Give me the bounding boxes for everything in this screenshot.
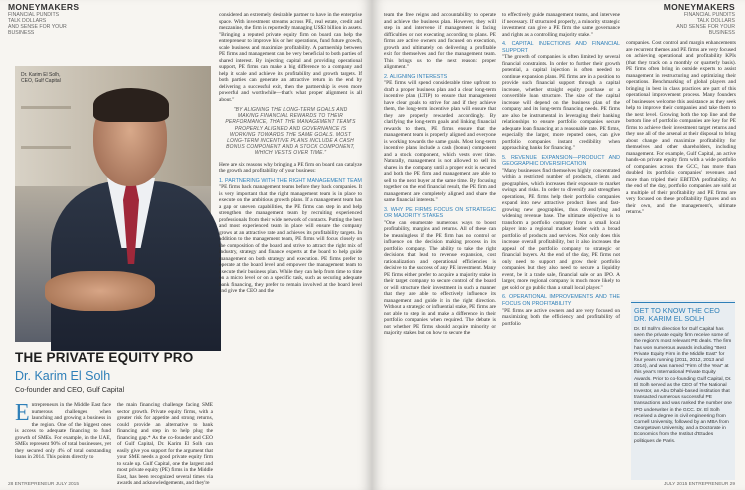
section-subtitle-line: BUSINESS (708, 30, 735, 36)
sidebar-body: Dr. El Solh's direction for Gulf Capital has seen the private equity firm receive some of the region's most relevant PE deals. The firm has won numerous awards including "Best Private Equity Firm in the Middle East" for four years running (2011, 2012, 2013 and 2014), and was named "Firm of the Year" at this year's International Private Equity Awards. Prior to co-founding Gulf Capital, Dr. El Solh served as the CEO of The National Investor, an Abu Dhabi-based institution that transacted numerous successful PE transactions and was ranked the number one IPO underwriter in the GCC. Dr. El Solh received a degree in civil engineering from Cornell University, followed by an MBA from Georgetown University, and a Doctorate in Economics from the Institut d'Etudes politiques de Paris. (634, 327, 732, 444)
photo-caption: Dr. Karim El Solh, CEO, Gulf Capital (21, 72, 61, 84)
body-paragraph: considered an extremely desirable partner to have in the enterprise space. With investment streams across PE, real estate, credit and mezzanine, the firm is reportedly managing US$3 billion in assets. "Bringing a reputed private equity firm on board can help the entrepreneur to improve his or her operations, fund future growth, scale business and maximize profitability. A partnership between PE firms and management can be very beneficial to both parties of shared interest. By injecting capital and providing operational support, PE firms can make a big difference to a company and help it scale and achieve its profitability and growth targets. If both parties can generate an attractive return in the end by delivering a successful exit, then the partnership is even more powerful and worthwhile—that's what proper alignment is all about." (219, 12, 362, 103)
body-paragraph: "Many businesses find themselves highly concentrated within a restricted number of products, clients and geographies, which increases their exposure to market swings and risks. In order to diversify and strengthen operations, PE firms help their portfolio companies expand into new attractive product lines and fast-growing new geographies, thus diversifying and widening revenue base. The ultimate objective is to transform a portfolio company from a small local player into a regional market leader with a broad portfolio of products and services. Not only does this increase overall profitability, but it also increases the appeal of the portfolio company to strategic or financial buyers. At the end of the day, PE firms not only need to support and grow their portfolio companies but they also need to secure a liquidity event, be it a trade sale, financial sale or an IPO. A larger, more regional company is much more likely to get sold or go public than a small local player." (502, 167, 620, 291)
section-title: MONEYMAKERS (663, 2, 735, 12)
column-6 (626, 40, 736, 295)
ceo-bio-sidebar (631, 300, 735, 480)
body-paragraph: companies. Cost control and margin enhancements are recurrent themes and PE firms are very focused on achieving operational and profitability KPIs (that they track on a monthly or quarterly basis). PE firms often bring in outside experts to assist management in restructuring and optimizing their operations. Benchmarking of global players and bringing in best in class practices are part of this operational improvement process. Many founders of businesses welcome this assistance as they seek help to improve their companies and take them to the next level. Growing both the top line and the bottom line of portfolio companies are key for PE firms to achieve their investment target returns and they use all of the arsenal at their disposal to bring about change and maximize profitability for themselves and other shareholders, including management. For example, Gulf Capital, an active hands-on private equity firm with a wide portfolio of companies across the GCC, has more than doubled its portfolio companies' revenues and more than tripled their EBITDA profitability. At the end of the day, portfolio companies are sold at a multiple of their profitability and PE firms are very focused on these profitability figures and on their own, and the management's, ultimate returns." (626, 40, 736, 215)
left-page (0, 0, 372, 490)
body-paragraph: "One can enumerate numerous ways to boost profitability, margins and returns. All of these can be meaningless if the PE firm has no control or influence on the decision making process in its portfolio company. The ability to take the right decisions that lead to revenue expansion, cost rationalization and operational efficiencies is decisive to the success of any PE investment. Many PE firms either prefer to acquire a majority stake in their target company to secure control of the board or will structure their investment in such a manner that they are able to effectively influence its management and guide it in the right direction. Without a strategic or influential stake, PE firms are not able to step in and make a difference in their portfolio companies when required. The debate is not whether PE firms should acquire minority or majority stakes but on how to secure the (384, 219, 496, 337)
subheading: 6. OPERATIONAL IMPROVEMENTS AND THE FOCUS ON PROFITABILITY (502, 294, 620, 307)
body-paragraph: Here are six reasons why bringing a PE firm on board can catalyze the growth and profitability of your business: (219, 161, 362, 175)
column-1 (15, 402, 111, 482)
section-title: MONEYMAKERS (8, 2, 80, 12)
page-footer-right: JULY 2015 ENTREPRENEUR 29 (663, 482, 735, 487)
section-subtitle-line: FINANCIAL PUNDITS (8, 12, 60, 18)
section-subtitle-line: TALK DOLLARS (696, 18, 735, 24)
section-subtitle-line: BUSINESS (8, 30, 35, 36)
sidebar-subheading: DR. KARIM EL SOLH (634, 314, 705, 323)
body-paragraph: "The growth of companies is often limited by several financial constraints. In order to further their growth potential, a capital injection is often needed to continue expansion plans. PE firms are in a position to provide such financial support through a capital increase, whether straight equity purchase or a convertible loan structure. The size of the capital increase will depend on the business plan of the company and its long-term financing needs. PE firms are also be instrumental in leveraging their banking relationships to ensure portfolio companies secure adequate loan financing at a reasonable rate. PE firms, especially the larger, more reputed ones, can give portfolio companies instant credibility when approaching banks for financing." (502, 54, 620, 152)
body-paragraph: "PE firms will spend considerable time upfront to draft a proper business plan and a clear long-term incentive plan (LTIP) to ensure that management have clear goals to strive for and if they achieve them, the long-term incentive plan will ensure that they are properly rewarded accordingly. By clarifying the long-term goals and linking financial rewards to them, PE firms ensure that the management team is properly aligned and everyone is working towards the same goals. Most long-term incentive plans include a cash (bonus) component and a stock component, which vests over time. Naturally, management is not allowed to sell its shares in the company until a proper exit is secured and both the PE firm and management are able to sell to the next buyer at the same time. By focusing together on the end financial result, the PE firm and management are completely aligned and share the same financial interests." (384, 80, 496, 204)
section-header-left (8, 2, 79, 36)
article-title-block (15, 350, 211, 394)
body-paragraph: "PE firms are active owners and are very focused on maximizing both the efficiency and profitability of portfolio (502, 307, 620, 327)
column-5 (502, 12, 620, 482)
body-paragraph: "PE firms back management teams before they back companies. It is very important that the right management team is in place to execute on the ambitious growth plans. If a management team has a gap or uneven capabilities, the PE firms can step in and help strengthen the management team by recruiting experienced professionals from their wide network of contacts. Putting the best and most experienced team in place will ensure the company grows at an attractive rate and achieves its profitability targets. In addition to the management team, PE firms will focus closely on the composition of the board and strive to attract the right mix of industry, strategy and finance experts at the board to help guide management on both strategy and execution. PE firms prefer to operate at the board level and empower the management team to execute their business plan. While they can help from time to time on a micro level or on a specific task, such as securing adequate bank financing, they prefer to remain involved at the board level and give the CEO and the (219, 184, 362, 295)
subheading: 3. WHY PE FIRMS FOCUS ON STRATEGIC OR MAJORITY STAKES (384, 206, 496, 220)
sidebar-heading: GET TO KNOW THE CEO (634, 306, 720, 315)
drop-cap: E (15, 400, 30, 426)
article-title: THE PRIVATE EQUITY PRO (15, 350, 194, 365)
subheading: 2. ALIGNING INTERESTS (384, 73, 448, 80)
body-paragraph: to effectively guide management teams, and intervene if necessary. If structured properly, a minority strategic investment can give a PE firm the same governance and rights as a controlling majority stake." (502, 12, 620, 38)
subheading: 4. CAPITAL INJECTIONS AND FINANCIAL SUPPORT (502, 41, 620, 54)
intro-paragraph: ntrepreneurs in the Middle East face numerous challenges when launching and growing a business in the region. One of the biggest ones is access to adequate financing to fund growth of SMEs. For example, in the UAE, SMEs represent 90% of total businesses, yet they secured only 4% of total outstanding loans in 2014. This points directly to (15, 402, 111, 460)
column-4 (384, 12, 496, 482)
ceo-portrait-photo (15, 66, 211, 342)
body-paragraph: team the free reigns and accountability to operate and achieve the business plan. However, they will step in and intervene if management is facing difficulties or not executing according to plans. PE firms are active owners and focused on execution, growth and ultimately on delivering a profitable exit for themselves and for the management team. This brings us to the next reason: proper alignment." (384, 12, 496, 70)
body-paragraph: the main financing challenge facing SME sector growth. Private equity firms, with a greater risk for appetite and strong returns, could provide an alternative to bank financing and step in to help plug the financing gap.* As the co-founder and CEO of Gulf Capital, Dr. Karim El Solh can easily give you support for the argument that your SME needs a good private equity firm to scale up. Gulf Capital, one the largest and most private equity (PE) firms in the Middle East, has been recognized several times via awards and acknowledgements, and they're (117, 402, 213, 486)
right-page (372, 0, 745, 490)
pull-quote: "BY ALIGNING THE LONG-TERM GOALS AND MAKING FINANCIAL REWARDS TO THEIR PERFORMANCE, THAT THE MANAGEMENT TEAM'S PROPERLY ALIGNED AND GOVERNANCE IS WORKING TOWARDS THE SAME GOALS. MOST LONG-TERM INCENTIVE PLANS INCLUDE A CASH BONUS COMPONENT AND A STOCK COMPONENT, WHICH VESTS OVER TIME." (225, 107, 356, 157)
page-footer-left: 28 ENTREPRENEUR JULY 2015 (8, 482, 80, 487)
section-subtitle-line: TALK DOLLARS (8, 18, 47, 24)
ceo-name: Dr. Karim El Solh (15, 369, 111, 383)
subheading: 5. REVENUE EXPANSION—PRODUCT AND GEOGRAPHIC DIVERSIFICATION (502, 154, 620, 168)
section-header-right (664, 2, 735, 36)
section-subtitle-line: AND SENSE FOR YOUR (676, 24, 735, 30)
section-subtitle-line: AND SENSE FOR YOUR (8, 24, 67, 30)
section-subtitle-line: FINANCIAL PUNDITS (683, 12, 735, 18)
column-2 (117, 402, 213, 486)
ceo-role: Co-founder and CEO, Gulf Capital (15, 385, 125, 394)
column-3 (219, 12, 362, 482)
subheading: 1. PARTNERING WITH THE RIGHT MANAGEMENT TEAM (219, 177, 362, 184)
